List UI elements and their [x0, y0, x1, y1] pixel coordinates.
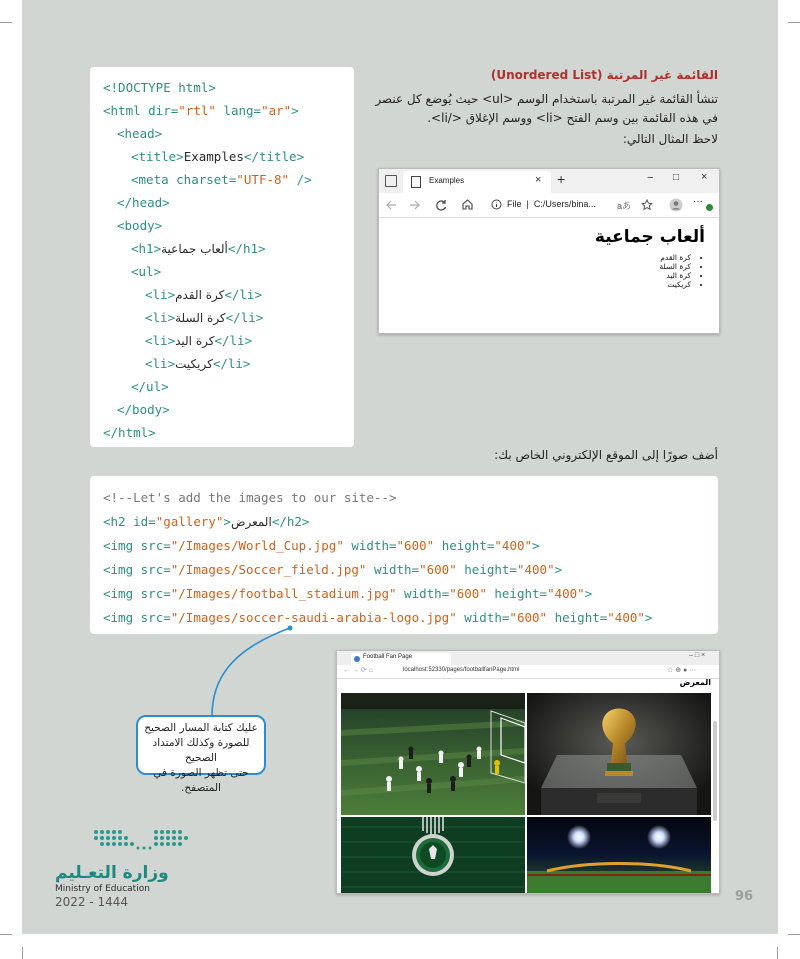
tab-title: Examples — [429, 176, 465, 185]
scrollbar[interactable] — [713, 721, 717, 821]
list-item: • كريكيت — [659, 280, 691, 289]
window-controls[interactable]: – □ × — [689, 652, 706, 659]
code-line-img-4: <img src="/Images/soccer-saudi-arabia-logo.jpg" width="600" height="400"> — [103, 610, 653, 625]
page-h1: ألعاب جماعية — [594, 227, 705, 247]
browser-window-gallery — [336, 650, 720, 894]
code-line-head: <head> — [117, 126, 163, 141]
world-cup-trophy-image — [527, 693, 711, 815]
code-line-html-close: </html> — [103, 425, 156, 440]
tab-title: Football Fan Page — [363, 654, 413, 660]
code-line-li-3: <li>كرة اليد</li> — [145, 333, 253, 348]
code-line-doctype: <!DOCTYPE html> — [103, 80, 216, 95]
code-line-html: <html dir="rtl" lang="ar"> — [103, 103, 299, 118]
code-line-img-1: <img src="/Images/World_Cup.jpg" width="600" height="400"> — [103, 538, 540, 553]
page-number: 96 — [735, 889, 754, 904]
list-item: • كرة اليد — [659, 271, 691, 280]
toolbar-icons[interactable]: ☆ ⊕ ● ··· — [667, 667, 697, 674]
code-line-h2: <h2 id="gallery">المعرض</h2> — [103, 514, 310, 529]
maximize-icon[interactable]: □ — [673, 172, 680, 183]
ministry-logo-icon — [90, 826, 190, 860]
nav-icons[interactable]: ← → ⟳ ⌂ — [343, 667, 373, 674]
code-line-img-3: <img src="/Images/football_stadium.jpg" width="600" height="400"> — [103, 586, 593, 601]
list-item: • كرة السلة — [659, 262, 691, 271]
tab-bar — [337, 651, 719, 665]
saudi-logo-image — [341, 817, 525, 893]
browser-tab[interactable] — [351, 653, 451, 665]
instruction-text: أضف صورًا إلى الموقع الإلكتروني الخاص بك: — [494, 448, 718, 462]
address-bar[interactable]: localhost:52330/pages/footballfanPage.html — [403, 667, 520, 673]
minimize-icon[interactable]: − — [647, 172, 654, 184]
code-line-img-2: <img src="/Images/Soccer_field.jpg" width="600" height="400"> — [103, 562, 563, 577]
code-line-body: <body> — [117, 218, 163, 233]
gallery-heading: المعرض — [679, 678, 711, 687]
section-heading: القائمة غير المرتبة (Unordered List) — [490, 68, 718, 82]
paragraph-line-2: في هذه القائمة بين وسم الفتح <li> ووسم الإغلاق </li>. — [427, 111, 718, 125]
read-aloud-icon[interactable]: aあ — [617, 201, 632, 211]
toolbar — [337, 665, 719, 679]
site-icon — [354, 656, 360, 662]
code-line-h1: <h1>ألعاب جماعية</h1> — [131, 241, 266, 256]
paragraph-line-1: تنشأ القائمة غير المرتبة باستخدام الوسم <ul> حيث يُوضع كل عنصر — [375, 92, 718, 106]
more-icon[interactable]: ··· — [693, 196, 703, 207]
address-bar[interactable]: File | C:/Users/bina... — [507, 199, 596, 209]
edition-year: 2022 - 1444 — [55, 895, 129, 909]
code-line-comment: <!--Let's add the images to our site--> — [103, 490, 397, 505]
close-tab-icon[interactable]: × — [535, 174, 542, 186]
callout-line-3: حتى تظهر الصورة في المتصفح. — [153, 767, 249, 794]
soccer-field-image — [341, 693, 525, 815]
code-line-head-close: </head> — [117, 195, 170, 210]
code-line-ul-close: </ul> — [131, 379, 169, 394]
code-line-li-2: <li>كرة السلة</li> — [145, 310, 264, 325]
football-stadium-image — [527, 817, 711, 893]
paragraph-line-3: لاحظ المثال التالي: — [622, 132, 718, 146]
callout-note — [136, 715, 266, 794]
code-line-li-1: <li>كرة القدم</li> — [145, 287, 262, 302]
callout-line-2: للصورة وكذلك الامتداد الصحيح — [152, 737, 250, 764]
code-line-body-close: </body> — [117, 402, 170, 417]
new-tab-icon[interactable]: + — [557, 171, 566, 187]
list-item: • كرة القدم — [659, 253, 691, 262]
code-line-title: <title>Examples</title> — [131, 149, 305, 164]
code-line-ul: <ul> — [131, 264, 162, 279]
ministry-name-ar: وزارة التعـليم — [55, 863, 169, 883]
window-close-icon[interactable]: × — [701, 171, 708, 183]
ministry-name-en: Ministry of Education — [55, 884, 150, 894]
callout-line-1: عليك كتابة المسار الصحيح — [144, 722, 258, 734]
code-line-li-4: <li>كريكيت</li> — [145, 356, 251, 371]
code-line-meta: <meta charset="UTF-8" /> — [131, 172, 312, 187]
